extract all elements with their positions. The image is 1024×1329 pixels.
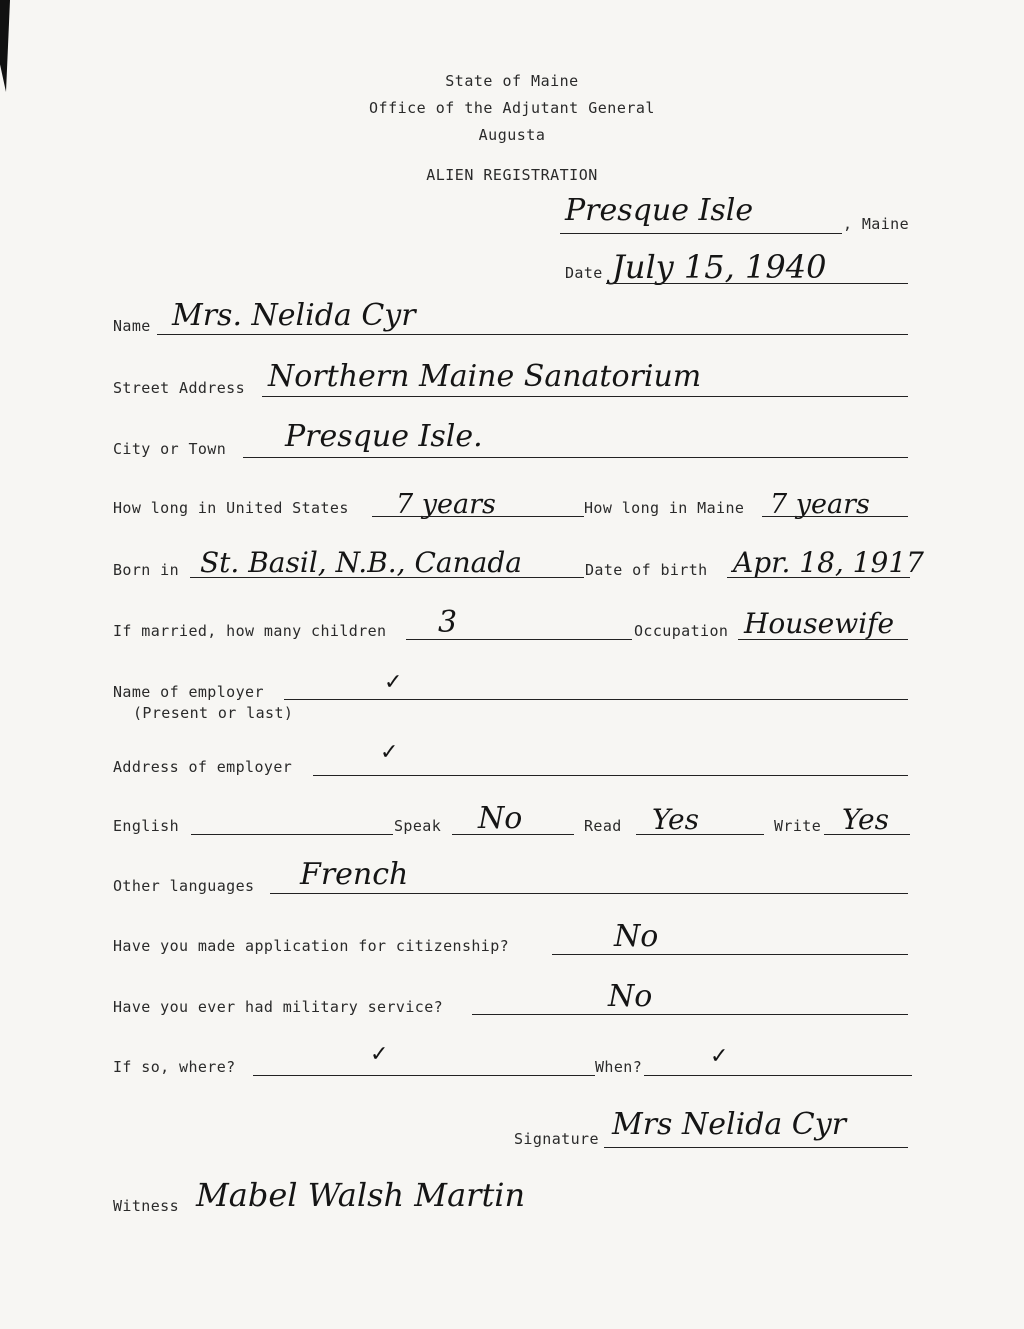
dob-value: Apr. 18, 1917 bbox=[733, 546, 924, 579]
street-value: Northern Maine Sanatorium bbox=[268, 359, 702, 394]
city-value: Presque Isle. bbox=[285, 419, 483, 454]
street-label: Street Address bbox=[113, 379, 246, 397]
city-label: City or Town bbox=[113, 440, 227, 458]
form-title: ALIEN REGISTRATION bbox=[426, 166, 598, 184]
children-label: If married, how many children bbox=[113, 622, 387, 640]
how-long-us-value: 7 years bbox=[396, 489, 496, 520]
when-label: When? bbox=[595, 1058, 643, 1076]
employer-check-icon: ✓ bbox=[384, 670, 403, 695]
how-long-maine-line bbox=[762, 516, 908, 517]
place-line bbox=[560, 233, 842, 234]
how-long-us-line bbox=[372, 516, 584, 517]
header-office: Office of the Adjutant General bbox=[369, 99, 655, 117]
name-value: Mrs. Nelida Cyr bbox=[172, 298, 416, 333]
signature-line bbox=[604, 1147, 908, 1148]
name-line bbox=[157, 334, 908, 335]
signature-label: Signature bbox=[514, 1130, 599, 1148]
where-check-icon: ✓ bbox=[370, 1042, 389, 1067]
born-in-value: St. Basil, N.B., Canada bbox=[200, 546, 522, 579]
how-long-us-label: How long in United States bbox=[113, 499, 349, 517]
read-label: Read bbox=[584, 817, 622, 835]
how-long-maine-value: 7 years bbox=[770, 489, 870, 520]
military-label: Have you ever had military service? bbox=[113, 998, 444, 1016]
date-value: July 15, 1940 bbox=[612, 248, 827, 286]
english-label: English bbox=[113, 817, 180, 835]
employer-label: Name of employer bbox=[113, 683, 264, 701]
name-label: Name bbox=[113, 317, 151, 335]
witness-value: Mabel Walsh Martin bbox=[196, 1176, 526, 1214]
children-value: 3 bbox=[438, 605, 458, 640]
born-in-label: Born in bbox=[113, 561, 180, 579]
read-line bbox=[636, 834, 764, 835]
children-line bbox=[406, 639, 632, 640]
born-in-line bbox=[190, 577, 584, 578]
when-line bbox=[644, 1075, 912, 1076]
employer-address-label: Address of employer bbox=[113, 758, 293, 776]
speak-label: Speak bbox=[394, 817, 442, 835]
other-languages-line bbox=[270, 893, 908, 894]
how-long-maine-label: How long in Maine bbox=[584, 499, 745, 517]
place-suffix: , Maine bbox=[843, 215, 910, 233]
citizenship-value: No bbox=[614, 919, 659, 954]
occupation-value: Housewife bbox=[744, 607, 895, 640]
signature-value: Mrs Nelida Cyr bbox=[612, 1107, 847, 1142]
english-line bbox=[191, 834, 393, 835]
military-line bbox=[472, 1014, 908, 1015]
date-label: Date bbox=[565, 264, 603, 282]
header-city: Augusta bbox=[478, 126, 546, 144]
where-line bbox=[253, 1075, 595, 1076]
military-value: No bbox=[608, 979, 653, 1014]
employer-address-check-icon: ✓ bbox=[380, 740, 399, 765]
dob-line bbox=[727, 577, 910, 578]
other-languages-label: Other languages bbox=[113, 877, 255, 895]
write-value: Yes bbox=[842, 803, 889, 836]
citizenship-label: Have you made application for citizenship? bbox=[113, 937, 510, 955]
occupation-line bbox=[738, 639, 908, 640]
write-label: Write bbox=[774, 817, 822, 835]
city-line bbox=[243, 457, 908, 458]
place-value: Presque Isle bbox=[565, 193, 754, 228]
write-line bbox=[824, 834, 910, 835]
read-value: Yes bbox=[652, 803, 699, 836]
street-line bbox=[262, 396, 908, 397]
speak-value: No bbox=[478, 801, 523, 836]
other-languages-value: French bbox=[300, 857, 409, 892]
when-check-icon: ✓ bbox=[710, 1044, 729, 1069]
witness-label: Witness bbox=[113, 1197, 180, 1215]
occupation-label: Occupation bbox=[634, 622, 729, 640]
citizenship-line bbox=[552, 954, 908, 955]
where-label: If so, where? bbox=[113, 1058, 236, 1076]
dob-label: Date of birth bbox=[585, 561, 708, 579]
employer-sublabel: (Present or last) bbox=[133, 704, 294, 722]
employer-address-line bbox=[313, 775, 908, 776]
employer-line bbox=[284, 699, 908, 700]
speak-line bbox=[452, 834, 574, 835]
date-line bbox=[606, 283, 908, 284]
header-state: State of Maine bbox=[445, 72, 579, 90]
